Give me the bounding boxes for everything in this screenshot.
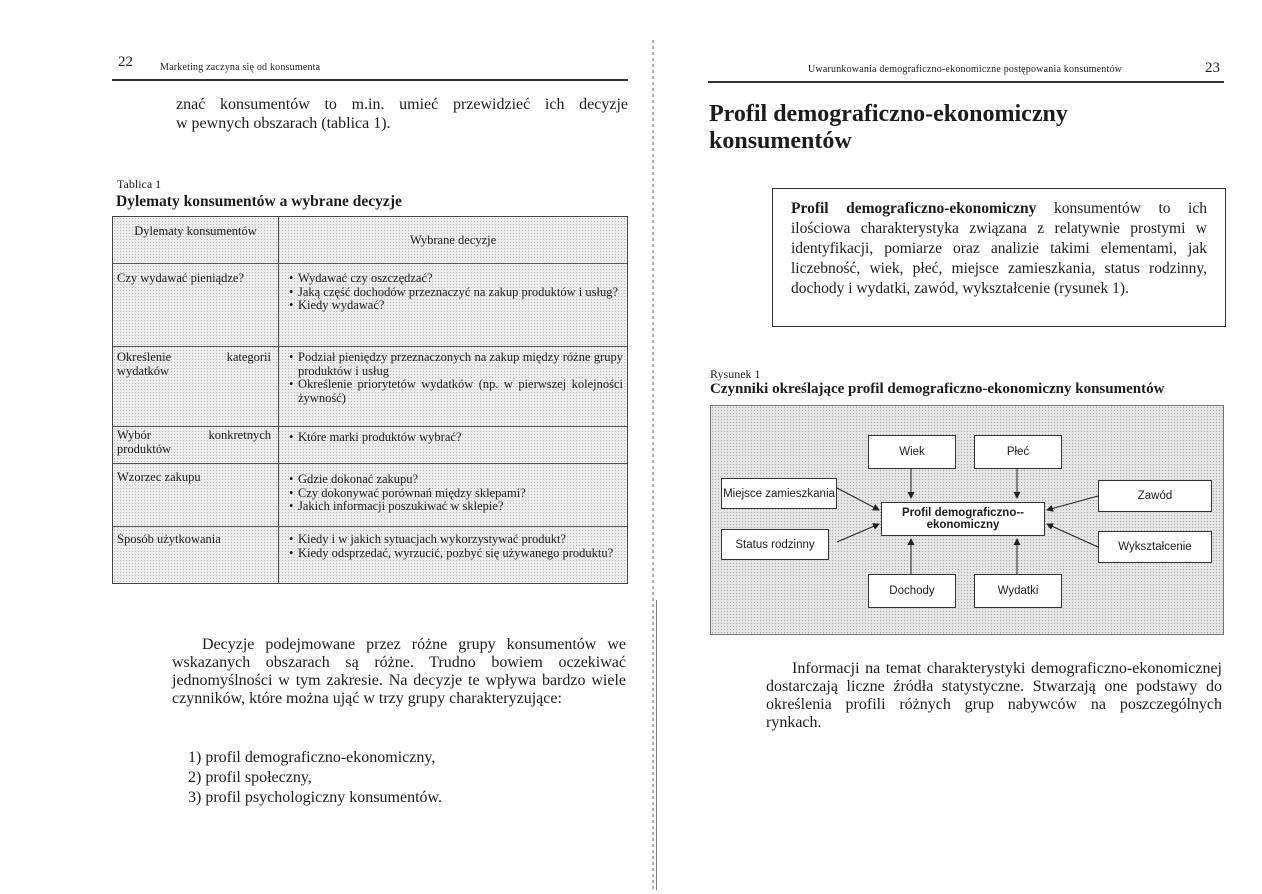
table-title: Dylematy konsumentów a wybrane decyzje <box>116 193 402 210</box>
running-header-left: Marketing zaczyna się od konsumenta <box>160 62 321 73</box>
diagram-box-wydatki: Wydatki <box>974 574 1062 608</box>
header-rule-right <box>708 81 1224 83</box>
table-row-decisions <box>285 272 623 313</box>
list-item: • Określenie priorytetów wydatków (np. w pierwszej kolejności żywność) <box>285 378 623 405</box>
list-item: • Wydawać czy oszczędzać? <box>285 272 623 286</box>
diagram-box-status: Status rodzinny <box>721 529 829 560</box>
body-paragraph-left: Decyzje podejmowane przez różne grupy konsumentów we wskazanych obszarach są różne. Trudno bowiem oczekiwać jednomyślności w tym zakresie. Na decyzje te wpływa bardzo wiele czynników, które można ująć w trzy grupy charakteryzujące: <box>172 636 626 707</box>
table-row-decisions <box>285 431 623 445</box>
table-header-decisions: Wybrane decyzje <box>409 233 497 247</box>
list-item: • Czy dokonywać porównań między sklepami? <box>285 487 623 501</box>
diagram-box-wyksztalcenie: Wykształcenie <box>1098 531 1212 563</box>
intro-line-2: w pewnych obszarach (tablica 1). <box>176 115 391 132</box>
definition-body: konsumentów to ich ilościowa charakterystyka związana z relatywnie prostymi w identyfikacji, pomiarze oraz analizie takimi elementami, jak liczebność, wiek, płeć, miejsce zamieszkania, status rodzinny, dochody i wydatki, zawód, wykształcenie (rysunek 1). <box>791 200 1207 297</box>
table-row-divider <box>113 346 627 347</box>
table-row-divider <box>113 463 627 464</box>
section-title-line-2: konsumentów <box>709 128 852 154</box>
diagram-box-center: Profil demograficzno--ekonomiczny <box>881 502 1045 536</box>
table-row-question: Czy wydawać pieniądze? <box>117 271 245 285</box>
diagram-box-wiek: Wiek <box>868 435 956 469</box>
arrow-wyksztalcenie <box>1047 524 1098 547</box>
list-item: • Które marki produktów wybrać? <box>285 431 623 445</box>
table-column-divider <box>278 217 279 583</box>
header-rule-left <box>112 79 628 81</box>
diagram-box-miejsce: Miejsce zamieszkania <box>721 478 837 509</box>
table-row-decisions <box>285 473 623 514</box>
list-item: • Kiedy i w jakich sytuacjach wykorzystywać produkt? <box>285 533 623 547</box>
section-title-line-1: Profil demograficzno-ekonomiczny <box>709 101 1068 127</box>
table-row-divider <box>113 426 627 427</box>
list-item: 2) profil społeczny, <box>188 769 312 786</box>
table-row-question: Wybór konkretnych produktów <box>117 428 271 456</box>
factors-diagram <box>710 405 1224 635</box>
book-gutter-edge <box>656 600 657 890</box>
list-item: • Jaką część dochodów przeznaczyć na zakup produktów i usług? <box>285 286 623 300</box>
list-item: • Kiedy wydawać? <box>285 299 623 313</box>
profile-list <box>188 748 442 808</box>
arrow-status <box>837 524 879 542</box>
table-header-dilemmas: Dylematy konsumentów <box>134 224 257 238</box>
body-paragraph-right: Informacji na temat charakterystyki demograficzno-ekonomicznej dostarczają liczne źródła statystyczne. Stwarzają one podstawy do określenia profili różnych grup nabywców na poszczególnych rynkach. <box>766 660 1222 731</box>
table-row-decisions <box>285 533 623 560</box>
dilemmas-table <box>112 216 628 584</box>
table-row-question: Sposób użytkowania <box>117 532 221 546</box>
table-row-question: Wzorzec zakupu <box>117 470 201 484</box>
list-item: 3) profil psychologiczny konsumentów. <box>188 789 443 806</box>
intro-line-1: znać konsumentów to m.in. umieć przewidzieć ich decyzje <box>176 96 628 113</box>
list-item: • Kiedy odsprzedać, wyrzucić, pozbyć się używanego produktu? <box>285 547 623 561</box>
section-title <box>709 101 1068 155</box>
page-number-right: 23 <box>1205 60 1220 76</box>
list-item: • Podział pieniędzy przeznaczonych na zakup między różne grupy produktów i usług <box>285 351 623 378</box>
figure-title: Czynniki określające profil demograficzno-ekonomiczny konsumentów <box>710 381 1165 397</box>
list-item: • Gdzie dokonać zakupu? <box>285 473 623 487</box>
table-row-divider <box>113 263 627 264</box>
arrow-miejsce <box>837 488 879 510</box>
diagram-box-dochody: Dochody <box>868 574 956 608</box>
list-item: • Jakich informacji poszukiwać w sklepie? <box>285 500 623 514</box>
running-header-right: Uwarunkowania demograficzno-ekonomiczne postępowania konsumentów <box>808 64 1123 75</box>
table-row-divider <box>113 526 627 527</box>
book-gutter <box>652 40 654 890</box>
table-row-decisions <box>285 351 623 405</box>
arrow-zawod <box>1047 496 1098 510</box>
diagram-box-zawod: Zawód <box>1098 480 1212 512</box>
table-row-question: Określenie kategorii wydatków <box>117 350 271 378</box>
table-label: Tablica 1 <box>117 177 162 191</box>
definition-box <box>772 188 1226 327</box>
diagram-box-plec: Płeć <box>974 435 1062 469</box>
definition-term: Profil demograficzno-ekonomiczny <box>791 200 1037 217</box>
figure-label: Rysunek 1 <box>710 367 761 381</box>
page-number-left: 22 <box>118 54 133 70</box>
list-item: 1) profil demograficzno-ekonomiczny, <box>188 749 436 766</box>
definition-text <box>791 199 1207 299</box>
